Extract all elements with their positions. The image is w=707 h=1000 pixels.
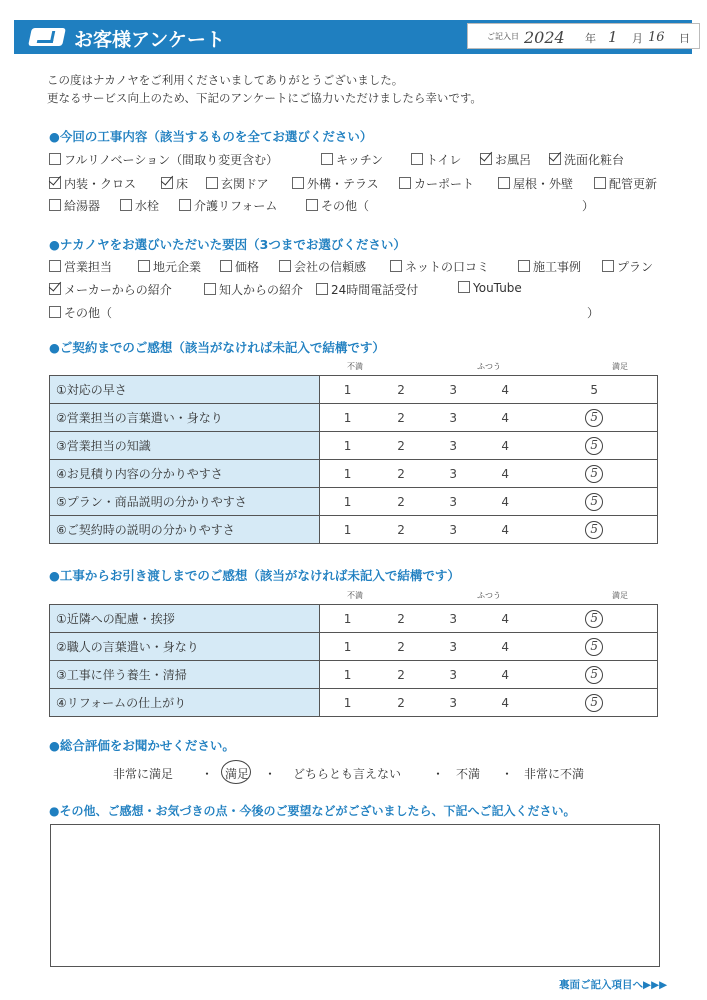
rating-number: 1 [343,410,352,425]
rating-question: ③工事に伴う養生・清掃 [50,661,320,689]
rating-number-circled: 5 [585,493,603,511]
rating-number: 4 [501,695,510,710]
scale-low-label: 不満 [347,362,363,371]
checkbox[interactable] [518,260,530,272]
rating-option[interactable] [479,633,531,661]
rating-option[interactable] [531,661,657,689]
rating-number-circled: 5 [585,638,603,656]
rating-option[interactable] [531,432,657,460]
rating-option[interactable] [531,633,657,661]
rating-number: 4 [501,522,510,537]
checkbox[interactable] [49,153,61,165]
date-field[interactable] [467,23,700,49]
rating-row [50,376,658,404]
section1-option[interactable] [49,151,278,168]
company-logo [28,28,66,46]
intro-text [47,71,482,107]
rating-number: 4 [501,438,510,453]
rating-option[interactable] [320,689,376,717]
checkbox[interactable] [498,177,510,189]
rating-row [50,460,658,488]
section1-option[interactable] [292,175,379,192]
rating-option[interactable] [320,605,376,633]
rating-row [50,404,658,432]
rating-number: 5 [590,382,598,397]
rating-option[interactable] [479,488,531,516]
scale-mid-label: ふつう [477,362,501,371]
option-label: 地元企業 [153,260,202,274]
rating-option[interactable] [375,432,427,460]
rating-option[interactable] [531,605,657,633]
section1-option[interactable] [321,151,383,168]
option-label: 営業担当 [64,260,113,274]
option-label: キッチン [336,153,384,167]
rating-option[interactable] [531,404,657,432]
section1-option[interactable] [594,175,657,192]
checkbox[interactable] [458,281,470,293]
construction-rating-table [49,604,658,717]
rating-number: 3 [449,410,457,425]
option-label: 床 [176,177,189,191]
option-label: 24時間電話受付 [331,283,419,297]
checkbox[interactable] [206,177,218,189]
rating-number: 1 [343,522,352,537]
rating-number: 4 [501,382,510,397]
scale-high-label: 満足 [612,362,628,371]
checkbox[interactable] [204,283,216,295]
rating-question: ②職人の言葉遣い・身なり [50,633,320,661]
section6-title: ●その他、ご感想・お気づきの点・今後のご要望などがございましたら、下記へご記入ください。 [49,804,576,818]
page-title: お客様アンケート [74,29,225,51]
rating-number: 3 [449,382,457,397]
checkbox[interactable] [179,199,191,211]
option-label: その他（ [321,199,370,213]
option-label: 内装・クロス [64,177,137,191]
section4-title: ●工事からお引き渡しまでのご感想（該当がなければ未記入で結構です） [49,568,460,583]
overall-sep-4: ・ [501,767,514,781]
rating-option[interactable] [479,404,531,432]
section1-option[interactable] [49,197,100,214]
section1-option[interactable] [480,151,531,168]
rating-number: 1 [343,667,352,682]
scale-mid-label-2: ふつう [477,591,501,600]
checkbox[interactable] [306,199,318,211]
section1-option[interactable] [179,197,277,214]
option-label: カーポート [414,177,475,191]
section2-option[interactable] [316,281,418,298]
rating-option[interactable] [375,633,427,661]
rating-option[interactable] [531,376,657,404]
checkbox[interactable] [549,153,561,165]
section2-option[interactable] [138,258,201,275]
rating-option[interactable] [427,432,479,460]
rating-row [50,516,658,544]
rating-number: 1 [343,466,352,481]
rating-option[interactable] [427,460,479,488]
rating-number: 2 [397,382,405,397]
checkbox[interactable] [138,260,150,272]
option-label: 玄関ドア [221,177,269,191]
rating-number: 2 [397,695,405,710]
section2-option[interactable] [220,258,259,275]
overall-option-5[interactable]: 非常に不満 [524,767,585,781]
section2-option[interactable] [602,258,653,275]
rating-option[interactable] [427,488,479,516]
option-label: 知人からの紹介 [219,283,304,297]
rating-number: 3 [449,611,457,626]
checkbox[interactable] [316,283,328,295]
rating-number: 2 [397,667,405,682]
date-day: 16 [648,30,665,45]
rating-number: 2 [397,494,405,509]
checkbox[interactable] [411,153,423,165]
rating-option[interactable] [320,633,376,661]
rating-option[interactable] [320,432,376,460]
section2-close-paren: ） [587,306,600,320]
checkbox[interactable] [49,260,61,272]
rating-number: 1 [343,611,352,626]
rating-number: 1 [343,494,352,509]
intro-line-1: この度はナカノヤをご利用くださいましてありがとうございました。 [47,73,404,87]
rating-option[interactable] [375,376,427,404]
rating-number: 3 [449,639,457,654]
rating-number: 4 [501,667,510,682]
rating-number: 3 [449,466,457,481]
rating-option[interactable] [531,488,657,516]
overall-option-2[interactable]: 満足 [225,767,250,781]
checkbox[interactable] [120,199,132,211]
option-label: 洗面化粧台 [564,153,625,167]
section1-title: ●今回の工事内容（該当するものを全てお選びください） [49,129,373,144]
checkbox[interactable] [399,177,411,189]
rating-option[interactable] [427,633,479,661]
month-unit: 月 [632,32,643,45]
rating-option[interactable] [320,661,376,689]
rating-number-circled: 5 [585,694,603,712]
section5-title: ●総合評価をお聞かせください。 [49,738,235,753]
rating-question: ③営業担当の知識 [50,432,320,460]
option-label: 屋根・外壁 [513,177,574,191]
rating-option[interactable] [320,516,376,544]
rating-row [50,432,658,460]
rating-question: ②営業担当の言葉遣い・身なり [50,404,320,432]
section2-option[interactable] [458,281,522,295]
option-label: 給湯器 [64,199,101,213]
section1-option[interactable] [161,175,188,192]
overall-selected-circle [221,760,251,784]
rating-option[interactable] [427,516,479,544]
section2-option[interactable] [49,304,112,321]
rating-number: 3 [449,438,457,453]
next-page-link[interactable]: 裏面ご記入項目へ▶▶▶ [559,979,668,991]
checkbox[interactable] [602,260,614,272]
rating-number-circled: 5 [585,465,603,483]
rating-number: 3 [449,494,457,509]
rating-option[interactable] [427,404,479,432]
rating-number-circled: 5 [585,409,603,427]
rating-number: 2 [397,639,405,654]
checkbox[interactable] [49,306,61,318]
rating-number: 3 [449,667,457,682]
option-label: フルリノベーション（間取り変更含む） [64,153,279,167]
rating-option[interactable] [479,460,531,488]
rating-option[interactable] [320,460,376,488]
overall-option-3[interactable]: どちらとも言えない [293,767,402,781]
rating-number: 2 [397,438,405,453]
option-label: 施工事例 [533,260,582,274]
section1-option[interactable] [498,175,573,192]
option-label: 水栓 [135,199,160,213]
date-year: 2024 [524,28,565,47]
checkbox[interactable] [594,177,606,189]
rating-option[interactable] [531,460,657,488]
rating-option[interactable] [427,376,479,404]
rating-option[interactable] [375,488,427,516]
checkbox[interactable] [49,283,61,295]
rating-option[interactable] [531,516,657,544]
rating-number-circled: 5 [585,437,603,455]
rating-question: ⑥ご契約時の説明の分かりやすさ [50,516,320,544]
option-label: YouTube [473,281,522,295]
section1-option[interactable] [399,175,474,192]
rating-question: ⑤プラン・商品説明の分かりやすさ [50,488,320,516]
rating-number: 4 [501,466,510,481]
rating-row [50,605,658,633]
rating-question: ④お見積り内容の分かりやすさ [50,460,320,488]
option-label: 会社の信頼感 [294,260,367,274]
rating-number-circled: 5 [585,521,603,539]
checkbox[interactable] [480,153,492,165]
rating-option[interactable] [531,689,657,717]
rating-option[interactable] [320,404,376,432]
rating-option[interactable] [320,376,376,404]
section2-option[interactable] [49,281,172,298]
overall-sep-1: ・ [201,767,214,781]
rating-number: 1 [343,639,352,654]
option-label: 価格 [235,260,260,274]
overall-sep-2: ・ [264,767,277,781]
section2-option[interactable] [518,258,581,275]
checkbox[interactable] [49,177,61,189]
rating-option[interactable] [375,605,427,633]
rating-option[interactable] [479,516,531,544]
section1-option[interactable] [120,197,159,214]
rating-row [50,488,658,516]
scale-high-label-2: 満足 [612,591,628,600]
rating-option[interactable] [375,516,427,544]
checkbox[interactable] [220,260,232,272]
rating-option[interactable] [375,460,427,488]
option-label: 介護リフォーム [194,199,278,213]
option-label: 配管更新 [609,177,658,191]
rating-question: ①対応の早さ [50,376,320,404]
date-month: 1 [608,28,618,46]
rating-option[interactable] [375,661,427,689]
checkbox[interactable] [292,177,304,189]
option-label: トイレ [426,153,462,167]
overall-option-1[interactable]: 非常に満足 [113,767,174,781]
section2-option[interactable] [49,258,112,275]
rating-option[interactable] [427,689,479,717]
rating-number: 4 [501,494,510,509]
rating-number: 3 [449,695,457,710]
rating-option[interactable] [320,488,376,516]
rating-question: ①近隣への配慮・挨拶 [50,605,320,633]
section1-option[interactable] [49,175,136,192]
rating-number: 4 [501,639,510,654]
section1-option[interactable] [206,175,269,192]
option-label: メーカーからの紹介 [64,283,172,297]
rating-row [50,661,658,689]
date-label: ご記入日 [487,32,519,41]
rating-option[interactable] [427,661,479,689]
rating-number: 4 [501,611,510,626]
option-label: 外構・テラス [307,177,379,191]
rating-row [50,689,658,717]
rating-option[interactable] [375,404,427,432]
year-unit: 年 [585,32,596,45]
checkbox[interactable] [279,260,291,272]
rating-option[interactable] [479,689,531,717]
section2-option[interactable] [279,258,366,275]
contract-rating-table [49,375,658,544]
checkbox[interactable] [49,199,61,211]
checkbox[interactable] [321,153,333,165]
rating-number: 1 [343,382,352,397]
rating-number: 4 [501,410,510,425]
rating-question: ④リフォームの仕上がり [50,689,320,717]
rating-number: 3 [449,522,457,537]
section3-title: ●ご契約までのご感想（該当がなければ未記入で結構です） [49,340,385,355]
rating-option[interactable] [375,689,427,717]
rating-option[interactable] [479,432,531,460]
header-bar [14,20,692,54]
section2-title: ●ナカノヤをお選びいただいた要因（3つまでお選びください） [49,237,406,252]
option-label: お風呂 [495,153,532,167]
overall-sep-3: ・ [432,767,445,781]
rating-number: 2 [397,522,405,537]
rating-option[interactable] [479,605,531,633]
rating-number: 1 [343,438,352,453]
rating-number-circled: 5 [585,666,603,684]
rating-row [50,633,658,661]
rating-number: 1 [343,695,352,710]
section1-option[interactable] [549,151,624,168]
option-label: ネットの口コミ [405,260,490,274]
checkbox[interactable] [390,260,402,272]
checkbox[interactable] [161,177,173,189]
scale-low-label-2: 不満 [347,591,363,600]
rating-option[interactable] [427,605,479,633]
section1-option[interactable] [306,197,369,214]
section1-close-paren: ） [582,199,595,213]
intro-line-2: 更なるサービス向上のため、下記のアンケートにご協力いただけましたら幸いです。 [47,91,482,105]
section2-option[interactable] [204,281,303,298]
section1-option[interactable] [411,151,461,168]
option-label: その他（ [64,306,113,320]
rating-option[interactable] [479,661,531,689]
option-label: プラン [617,260,654,274]
rating-number: 2 [397,410,405,425]
rating-number-circled: 5 [585,610,603,628]
comments-textarea[interactable] [50,824,660,967]
overall-option-4[interactable]: 不満 [456,767,481,781]
rating-number: 2 [397,611,405,626]
rating-option[interactable] [479,376,531,404]
rating-number: 2 [397,466,405,481]
section2-option[interactable] [390,258,489,275]
day-unit: 日 [679,32,690,45]
